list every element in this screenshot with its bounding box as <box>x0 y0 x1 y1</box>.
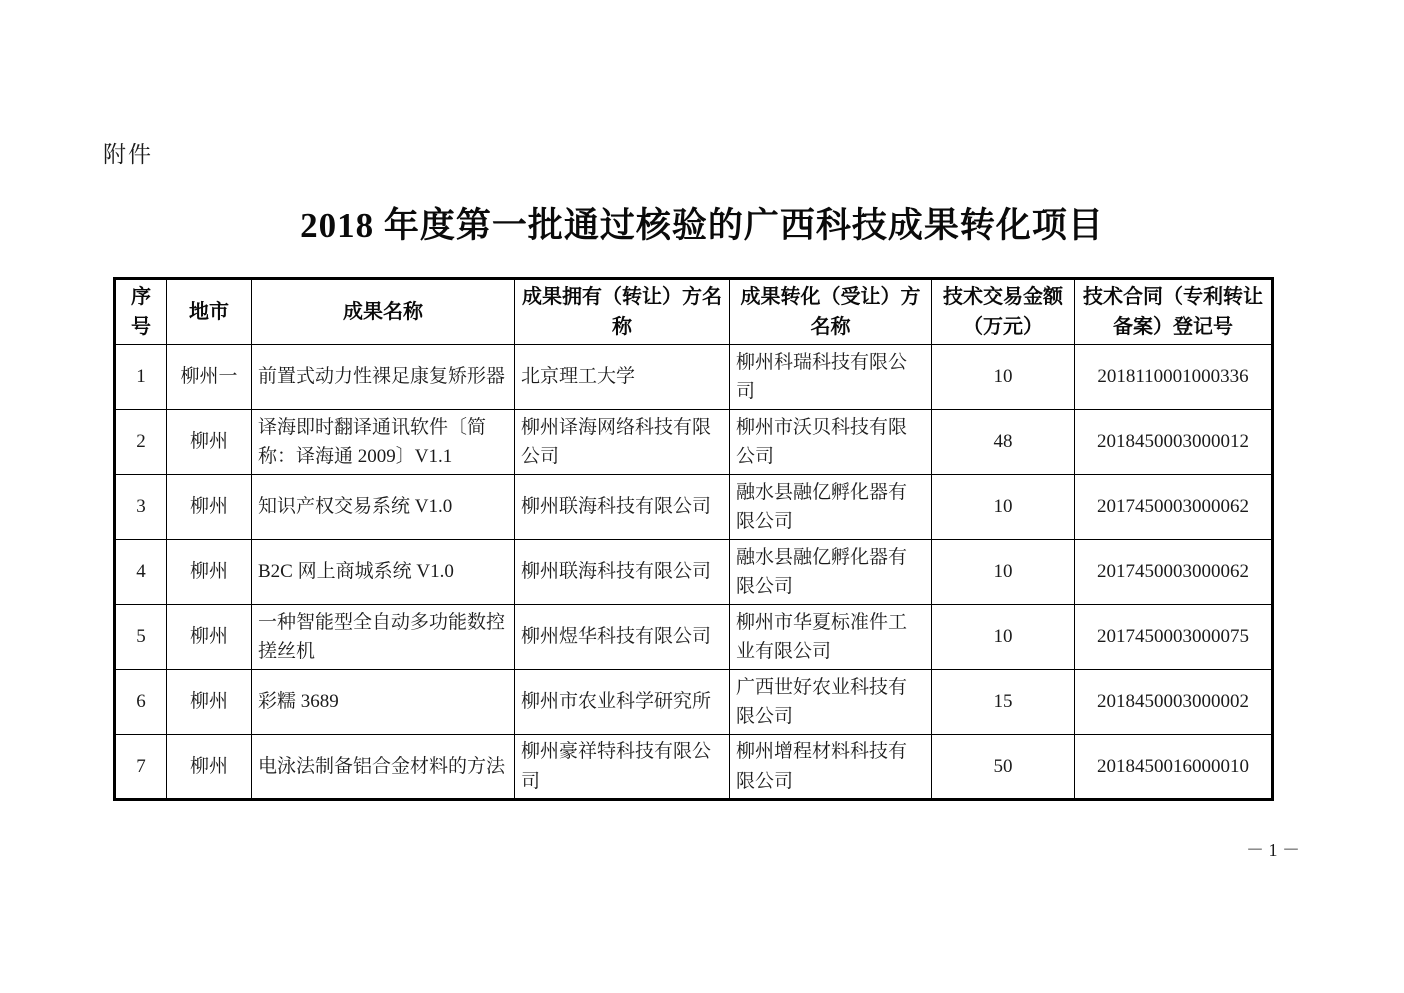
cell-city: 柳州 <box>167 475 252 540</box>
cell-city: 柳州 <box>167 540 252 605</box>
table-row <box>115 540 1273 605</box>
cell-registration-no: 2018450003000002 <box>1075 670 1273 735</box>
cell-transferee: 广西世好农业科技有限公司 <box>730 670 932 735</box>
table-row <box>115 670 1273 735</box>
cell-achievement-name: 知识产权交易系统 V1.0 <box>252 475 515 540</box>
page-title: 2018 年度第一批通过核验的广西科技成果转化项目 <box>300 206 1104 245</box>
cell-amount: 15 <box>932 670 1075 735</box>
column-header-transferor: 成果拥有（转让）方名称 <box>515 279 730 345</box>
cell-amount: 50 <box>932 735 1075 800</box>
cell-transferor: 柳州市农业科学研究所 <box>515 670 730 735</box>
cell-city: 柳州一 <box>167 345 252 410</box>
cell-city: 柳州 <box>167 410 252 475</box>
column-header-amount: 技术交易金额（万元） <box>932 279 1075 345</box>
attachment-label: 附件 <box>103 142 153 167</box>
cell-index: 3 <box>115 475 167 540</box>
cell-transferor: 柳州煜华科技有限公司 <box>515 605 730 670</box>
table-row <box>115 475 1273 540</box>
results-table <box>113 277 1274 801</box>
cell-achievement-name: 前置式动力性裸足康复矫形器 <box>252 345 515 410</box>
cell-amount: 10 <box>932 540 1075 605</box>
cell-transferee: 融水县融亿孵化器有限公司 <box>730 540 932 605</box>
page-number: － 1 － <box>1246 840 1300 860</box>
cell-achievement-name: 彩糯 3689 <box>252 670 515 735</box>
cell-registration-no: 2017450003000062 <box>1075 540 1273 605</box>
cell-transferee: 融水县融亿孵化器有限公司 <box>730 475 932 540</box>
cell-index: 7 <box>115 735 167 800</box>
cell-city: 柳州 <box>167 605 252 670</box>
cell-transferor: 柳州豪祥特科技有限公司 <box>515 735 730 800</box>
cell-transferor: 北京理工大学 <box>515 345 730 410</box>
cell-transferee: 柳州科瑞科技有限公司 <box>730 345 932 410</box>
cell-transferor: 柳州联海科技有限公司 <box>515 540 730 605</box>
cell-registration-no: 2018450016000010 <box>1075 735 1273 800</box>
column-header-transferee: 成果转化（受让）方名称 <box>730 279 932 345</box>
cell-transferee: 柳州增程材料科技有限公司 <box>730 735 932 800</box>
cell-achievement-name: 一种智能型全自动多功能数控搓丝机 <box>252 605 515 670</box>
cell-city: 柳州 <box>167 735 252 800</box>
cell-index: 6 <box>115 670 167 735</box>
cell-transferor: 柳州译海网络科技有限公司 <box>515 410 730 475</box>
column-header-index: 序号 <box>115 279 167 345</box>
cell-amount: 10 <box>932 605 1075 670</box>
column-header-achievement-name: 成果名称 <box>252 279 515 345</box>
cell-transferee: 柳州市沃贝科技有限公司 <box>730 410 932 475</box>
cell-amount: 10 <box>932 345 1075 410</box>
table-row <box>115 735 1273 800</box>
table-row <box>115 605 1273 670</box>
table-row <box>115 345 1273 410</box>
cell-transferee: 柳州市华夏标准件工业有限公司 <box>730 605 932 670</box>
cell-achievement-name: 译海即时翻译通讯软件〔简称：译海通 2009〕V1.1 <box>252 410 515 475</box>
cell-registration-no: 2017450003000062 <box>1075 475 1273 540</box>
column-header-city: 地市 <box>167 279 252 345</box>
cell-amount: 48 <box>932 410 1075 475</box>
cell-index: 1 <box>115 345 167 410</box>
cell-city: 柳州 <box>167 670 252 735</box>
table-row <box>115 410 1273 475</box>
column-header-registration-no: 技术合同（专利转让备案）登记号 <box>1075 279 1273 345</box>
cell-registration-no: 2017450003000075 <box>1075 605 1273 670</box>
cell-transferor: 柳州联海科技有限公司 <box>515 475 730 540</box>
cell-registration-no: 2018110001000336 <box>1075 345 1273 410</box>
table-header-row <box>115 279 1273 345</box>
cell-index: 2 <box>115 410 167 475</box>
cell-achievement-name: 电泳法制备铝合金材料的方法 <box>252 735 515 800</box>
cell-index: 4 <box>115 540 167 605</box>
cell-registration-no: 2018450003000012 <box>1075 410 1273 475</box>
cell-achievement-name: B2C 网上商城系统 V1.0 <box>252 540 515 605</box>
cell-amount: 10 <box>932 475 1075 540</box>
cell-index: 5 <box>115 605 167 670</box>
